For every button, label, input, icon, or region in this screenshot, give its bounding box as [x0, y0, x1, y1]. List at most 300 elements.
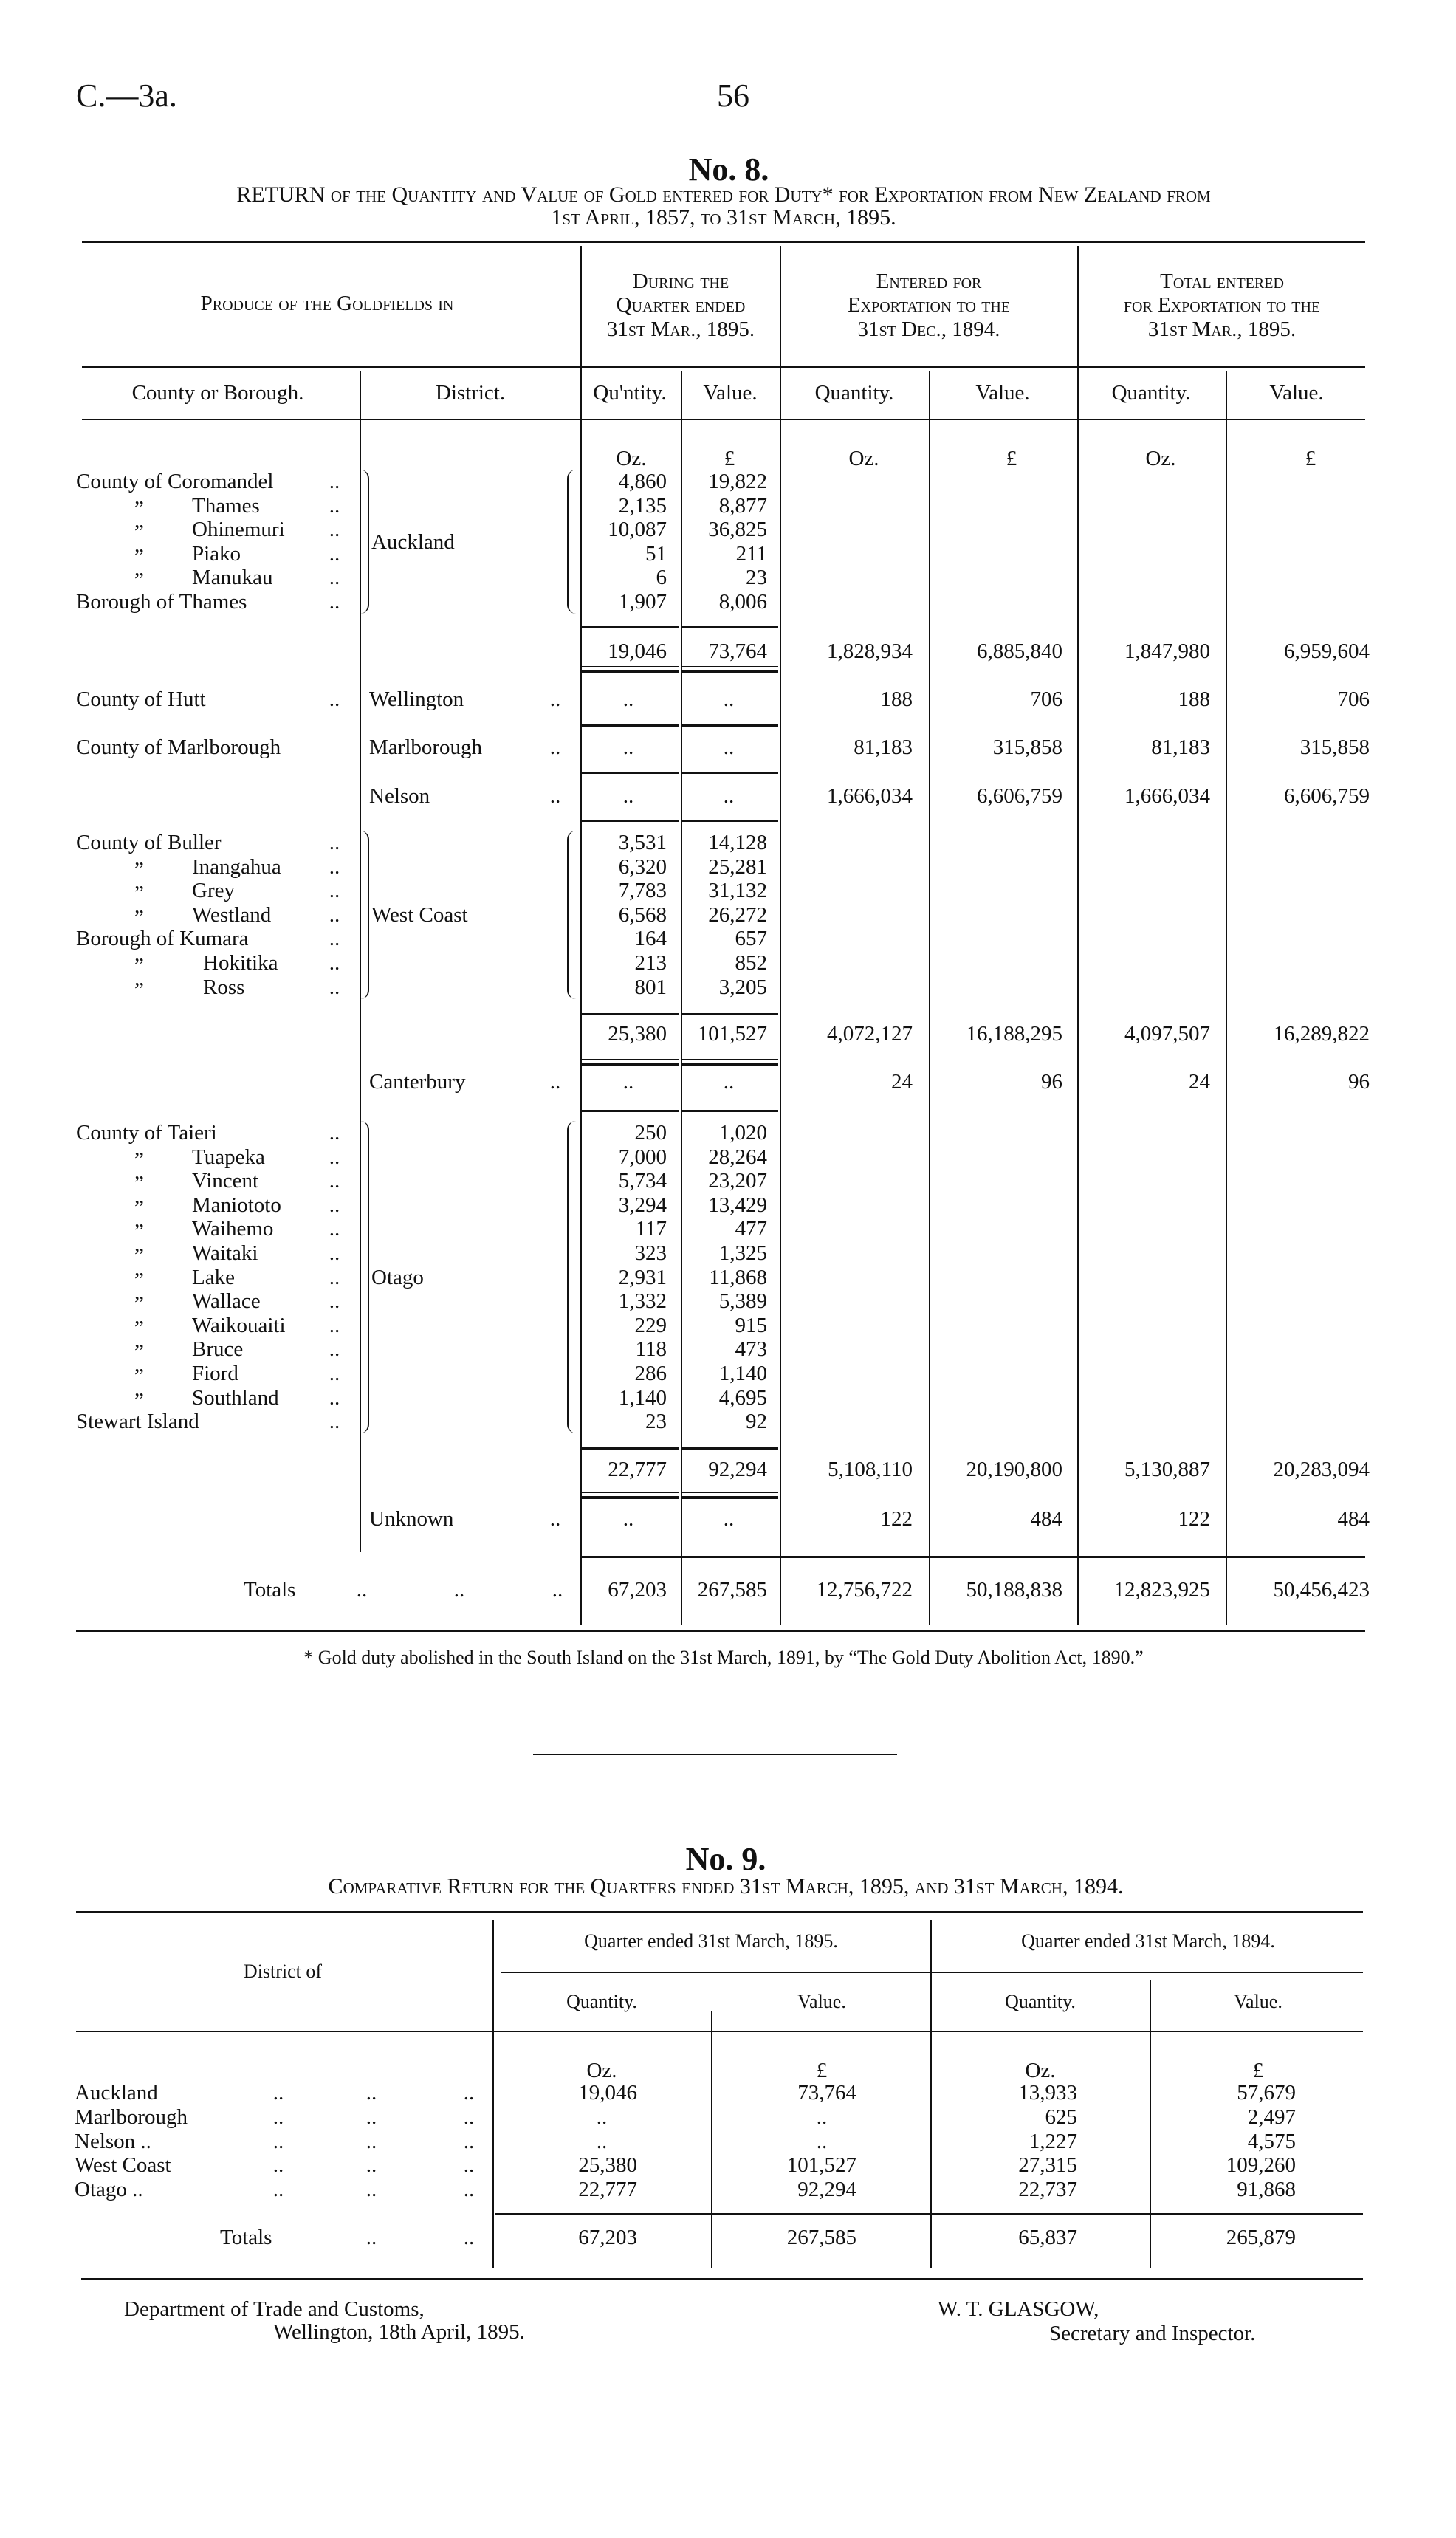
column-header: County or Borough.: [131, 381, 304, 405]
unit-label: Oz.: [848, 447, 879, 470]
quarter-value: ..: [723, 735, 735, 759]
rule: [501, 1972, 1363, 1973]
rule: [682, 1013, 778, 1015]
quarter-value: 19,822: [708, 470, 767, 493]
quarter-value: 915: [735, 1313, 767, 1337]
period-header: Quarter ended 31st March, 1895.: [584, 1930, 838, 1952]
table8-header-rule: [82, 366, 1365, 368]
cell-value: 109,260: [1226, 2153, 1296, 2177]
cell-value: 101,527: [786, 2153, 856, 2177]
district-name: Canterbury: [369, 1070, 466, 1094]
leader-dots: ..: [329, 1169, 340, 1193]
cell-value: ..: [816, 2105, 828, 2129]
quarter-quantity: 6: [656, 566, 667, 590]
quarter-value: 4,695: [718, 1385, 767, 1410]
column-divider: [711, 2011, 712, 2268]
ditto-mark: ”: [134, 544, 144, 569]
leader-dots: ..: [329, 831, 340, 854]
double-rule: [682, 1059, 778, 1060]
quarter-quantity: 7,000: [618, 1145, 667, 1169]
leader-dots: ..: [549, 735, 561, 759]
cumulative-value: 188: [1178, 687, 1210, 711]
quarter-value: 211: [735, 541, 767, 566]
double-rule: [682, 666, 778, 667]
subtotal-value: 25,380: [608, 1022, 667, 1046]
subtotal-value: 20,283,094: [1273, 1458, 1370, 1481]
leader-dots: ..: [549, 784, 561, 808]
county-name: Southland: [192, 1385, 279, 1410]
cumulative-value: 315,858: [992, 735, 1062, 759]
subtotal-value: 16,188,295: [966, 1022, 1062, 1046]
leader-dots: ..: [329, 1241, 340, 1265]
double-rule: [682, 670, 778, 673]
leader-dots: ..: [552, 1578, 563, 1602]
quarter-quantity: 213: [634, 951, 667, 975]
county-name: Waihemo: [192, 1217, 274, 1241]
quarter-value: 14,128: [708, 831, 767, 854]
leader-dots: ..: [329, 1265, 340, 1289]
quarter-value: 28,264: [708, 1145, 767, 1169]
leader-dots: ..: [272, 2130, 284, 2153]
total-header-line: Total entered: [1160, 270, 1284, 293]
leader-dots: ..: [453, 1578, 465, 1602]
rule: [582, 1556, 1365, 1558]
cell-value: ..: [596, 2105, 608, 2129]
cell-value: ..: [596, 2130, 608, 2153]
county-name: County of Marlborough: [76, 735, 281, 759]
county-name: Manukau: [192, 566, 273, 590]
cumulative-value: 484: [1030, 1507, 1062, 1531]
county-name: Fiord: [192, 1362, 238, 1385]
cumulative-value: 81,183: [1151, 735, 1210, 759]
cumulative-value: 188: [880, 687, 913, 711]
quarter-value: ..: [723, 1507, 735, 1531]
quarter-value: 1,020: [718, 1121, 767, 1145]
cell-value: 19,046: [578, 2081, 637, 2105]
cell-value: 57,679: [1237, 2081, 1296, 2105]
county-name: Hokitika: [203, 951, 278, 975]
double-rule: [582, 666, 679, 667]
brace-icon: [567, 831, 576, 999]
quarter-quantity: 6,320: [618, 854, 667, 879]
column-header: Quantity.: [1005, 1991, 1076, 2012]
signatory-name: W. T. GLASGOW,: [938, 2297, 1099, 2321]
ditto-mark: ”: [134, 1196, 144, 1220]
quarter-quantity: 2,135: [618, 493, 667, 518]
rule: [76, 2031, 1363, 2032]
quarter-quantity: 323: [634, 1241, 667, 1265]
county-name: Ohinemuri: [192, 518, 285, 542]
leader-dots: ..: [463, 2153, 475, 2177]
district-name: Marlborough: [369, 735, 483, 759]
leader-dots: ..: [329, 1385, 340, 1410]
leader-dots: ..: [329, 1217, 340, 1241]
rule: [582, 1447, 679, 1450]
cell-value: ..: [816, 2130, 828, 2153]
county-name: Waikouaiti: [192, 1313, 286, 1337]
brace-icon: [360, 831, 369, 999]
total-header-line: for Exportation to the: [1123, 293, 1321, 317]
leader-dots: ..: [272, 2153, 284, 2177]
quarter-quantity: 250: [634, 1121, 667, 1145]
column-divider: [1077, 246, 1079, 1625]
column-divider: [930, 1920, 932, 2268]
county-name: County of Hutt: [76, 687, 206, 711]
leader-dots: ..: [463, 2226, 475, 2249]
leader-dots: ..: [365, 2178, 377, 2201]
cumulative-value: 706: [1337, 687, 1370, 711]
subtotal-value: 1,847,980: [1124, 639, 1210, 663]
totals-value: 65,837: [1018, 2226, 1077, 2249]
column-header: Value.: [975, 381, 1030, 405]
ditto-mark: ”: [134, 569, 144, 593]
totals-value: 50,456,423: [1273, 1578, 1370, 1602]
column-divider: [580, 246, 582, 1625]
cell-value: 27,315: [1018, 2153, 1077, 2177]
county-name: County of Buller: [76, 831, 222, 854]
unit-label: Oz.: [1025, 2059, 1056, 2082]
column-divider: [1150, 1980, 1151, 2268]
cumulative-value: 484: [1337, 1507, 1370, 1531]
rule: [582, 626, 679, 628]
county-name: Ross: [203, 975, 245, 999]
quarter-value: 657: [735, 927, 767, 951]
cell-value: 2,497: [1247, 2105, 1296, 2129]
quarter-quantity: 1,332: [618, 1289, 667, 1314]
double-rule: [582, 1063, 679, 1066]
column-header: Value.: [703, 381, 758, 405]
rule: [682, 772, 778, 774]
brace-icon: [360, 470, 369, 614]
leader-dots: ..: [329, 951, 340, 975]
county-name: Vincent: [192, 1169, 259, 1193]
brace-icon: [360, 1121, 369, 1433]
leader-dots: ..: [329, 1362, 340, 1385]
table9-top-rule: [76, 1911, 1363, 1913]
rule: [582, 772, 679, 774]
quarter-quantity: ..: [622, 735, 634, 759]
district-name: Wellington: [369, 687, 464, 711]
quarter-value: ..: [723, 687, 735, 711]
totals-value: 265,879: [1226, 2226, 1296, 2249]
ditto-mark: ”: [134, 1244, 144, 1268]
quarter-quantity: 5,734: [618, 1169, 667, 1193]
quarter-value: 1,325: [718, 1241, 767, 1265]
county-name: County of Taieri: [76, 1121, 217, 1145]
county-name: Grey: [192, 879, 235, 903]
district-name: Unknown: [369, 1507, 454, 1531]
subtotal-value: 22,777: [608, 1458, 667, 1481]
leader-dots: ..: [329, 590, 340, 614]
district-name: West Coast: [371, 902, 468, 927]
district-name: Nelson ..: [75, 2130, 151, 2153]
leader-dots: ..: [463, 2178, 475, 2201]
column-header: Quantity.: [814, 381, 894, 405]
unit-label: £: [1252, 2059, 1264, 2082]
column-header: Quantity.: [1111, 381, 1191, 405]
quarter-quantity: 164: [634, 927, 667, 951]
rule: [582, 1110, 679, 1112]
quarter-value: 31,132: [708, 879, 767, 903]
quarter-value: 8,877: [718, 493, 767, 518]
leader-dots: ..: [272, 2081, 284, 2105]
totals-label: Totals: [220, 2226, 272, 2249]
quarter-quantity: 3,531: [618, 831, 667, 854]
county-name: Lake: [192, 1265, 235, 1289]
cumulative-value: 1,666,034: [1124, 784, 1210, 808]
quarter-value: 23,207: [708, 1169, 767, 1193]
rule: [682, 724, 778, 727]
quarter-value: 473: [735, 1337, 767, 1362]
unit-label: £: [1006, 447, 1017, 470]
cumulative-value: 96: [1348, 1070, 1370, 1094]
quarter-value: 5,389: [718, 1289, 767, 1314]
rule: [582, 820, 679, 822]
entered-header-line: 31st Dec., 1894.: [857, 318, 1000, 341]
page-number: 56: [717, 78, 749, 114]
subtotal-value: 73,764: [708, 639, 767, 663]
district-name: Otago ..: [75, 2178, 143, 2201]
quarter-quantity: 6,568: [618, 902, 667, 927]
double-rule: [682, 1492, 778, 1493]
column-divider: [929, 371, 930, 1625]
leader-dots: ..: [329, 470, 340, 493]
county-name: Westland: [192, 902, 272, 927]
ditto-mark: ”: [134, 978, 144, 1002]
double-rule: [582, 1492, 679, 1493]
quarter-value: 8,006: [718, 590, 767, 614]
totals-value: 12,756,722: [816, 1578, 913, 1602]
ditto-mark: ”: [134, 1220, 144, 1244]
leader-dots: ..: [365, 2130, 377, 2153]
county-name: Maniototo: [192, 1193, 281, 1217]
cumulative-value: 1,666,034: [827, 784, 913, 808]
ditto-mark: ”: [134, 1268, 144, 1292]
quarter-quantity: 801: [634, 975, 667, 999]
period-header: Quarter ended 31st March, 1894.: [1021, 1930, 1275, 1952]
table9-title: Comparative Return for the Quarters ended 31st March, 1895, and 31st March, 1894.: [328, 1874, 1124, 1899]
leader-dots: ..: [549, 1507, 561, 1531]
produce-header: Produce of the Goldfields in: [200, 292, 454, 315]
ditto-mark: ”: [134, 1365, 144, 1388]
totals-value: 67,203: [608, 1578, 667, 1602]
quarter-quantity: 10,087: [608, 518, 667, 542]
brace-icon: [567, 470, 576, 614]
subtotal-value: 101,527: [697, 1022, 767, 1046]
quarter-quantity: 117: [635, 1217, 667, 1241]
quarter-value: ..: [723, 784, 735, 808]
cell-value: 22,737: [1018, 2178, 1077, 2201]
quarter-quantity: 1,907: [618, 590, 667, 614]
quarter-quantity: 2,931: [618, 1265, 667, 1289]
quarter-quantity: ..: [622, 687, 634, 711]
ditto-mark: ”: [134, 1388, 144, 1413]
column-header: Quantity.: [566, 1991, 637, 2012]
quarter-quantity: 1,140: [618, 1385, 667, 1410]
totals-value: 267,585: [697, 1578, 767, 1602]
rule: [682, 1447, 778, 1450]
unit-label: Oz.: [586, 2059, 617, 2082]
cell-value: 25,380: [578, 2153, 637, 2177]
place-date: Wellington, 18th April, 1895.: [273, 2320, 525, 2344]
district-name: Marlborough: [75, 2105, 188, 2129]
table9-number: No. 9.: [685, 1841, 766, 1877]
during-header-line: Quarter ended: [616, 293, 746, 317]
section-separator: [533, 1754, 897, 1755]
totals-label: Totals: [244, 1578, 296, 1602]
ditto-mark: ”: [134, 857, 144, 882]
cell-value: 1,227: [1029, 2130, 1077, 2153]
subtotal-value: 16,289,822: [1273, 1022, 1370, 1046]
column-header: Value.: [1234, 1991, 1282, 2012]
subtotal-value: 1,828,934: [827, 639, 913, 663]
county-name: Wallace: [192, 1289, 261, 1314]
entered-header-line: Exportation to the: [847, 293, 1011, 317]
entered-header-line: Entered for: [876, 270, 982, 293]
cumulative-value: 122: [880, 1507, 913, 1531]
leader-dots: ..: [329, 518, 340, 542]
cell-value: 4,575: [1247, 2130, 1296, 2153]
subtotal-value: 6,885,840: [977, 639, 1062, 663]
cell-value: 91,868: [1237, 2178, 1296, 2201]
quarter-quantity: 4,860: [618, 470, 667, 493]
totals-value: 267,585: [786, 2226, 856, 2249]
cumulative-value: 6,606,759: [977, 784, 1062, 808]
quarter-quantity: 23: [645, 1410, 667, 1434]
leader-dots: ..: [329, 975, 340, 999]
double-rule: [582, 670, 679, 673]
leader-dots: ..: [329, 879, 340, 903]
ditto-mark: ”: [134, 1292, 144, 1317]
county-name: Borough of Thames: [76, 590, 247, 614]
leader-dots: ..: [329, 1337, 340, 1362]
county-name: Waitaki: [192, 1241, 258, 1265]
ditto-mark: ”: [134, 1148, 144, 1172]
ditto-mark: ”: [134, 521, 144, 545]
column-divider: [1226, 371, 1227, 1625]
quarter-value: ..: [723, 1070, 735, 1094]
quarter-quantity: 286: [634, 1362, 667, 1385]
table8-number: No. 8.: [688, 151, 769, 188]
brace-icon: [567, 1121, 576, 1433]
quarter-quantity: 7,783: [618, 879, 667, 903]
double-rule: [582, 1496, 679, 1499]
signatory-title: Secretary and Inspector.: [1049, 2322, 1256, 2345]
cumulative-value: 24: [1189, 1070, 1210, 1094]
quarter-value: 92: [746, 1410, 767, 1434]
rule: [682, 1110, 778, 1112]
quarter-value: 3,205: [718, 975, 767, 999]
document-code: C.—3a.: [76, 78, 177, 114]
table9-bottom-rule: [81, 2278, 1363, 2280]
cell-value: 13,933: [1018, 2081, 1077, 2105]
ditto-mark: ”: [134, 882, 144, 906]
leader-dots: ..: [329, 902, 340, 927]
department: Department of Trade and Customs,: [124, 2297, 425, 2321]
double-rule: [582, 1059, 679, 1060]
leader-dots: ..: [463, 2105, 475, 2129]
totals-value: 67,203: [578, 2226, 637, 2249]
unit-label: Oz.: [1145, 447, 1176, 470]
subtotal-value: 5,108,110: [828, 1458, 913, 1481]
quarter-quantity: 118: [635, 1337, 667, 1362]
quarter-quantity: 51: [645, 541, 667, 566]
rule: [495, 2213, 1363, 2215]
cumulative-value: 24: [891, 1070, 913, 1094]
leader-dots: ..: [329, 854, 340, 879]
ditto-mark: ”: [134, 1172, 144, 1196]
total-header-line: 31st Mar., 1895.: [1147, 318, 1297, 341]
subtotal-value: 6,959,604: [1284, 639, 1370, 663]
county-name: Thames: [192, 493, 260, 518]
county-name: County of Coromandel: [76, 470, 274, 493]
rule: [582, 1013, 679, 1015]
subtotal-value: 19,046: [608, 639, 667, 663]
quarter-value: 26,272: [708, 902, 767, 927]
quarter-value: 13,429: [708, 1193, 767, 1217]
quarter-value: 11,868: [709, 1265, 767, 1289]
county-name: Borough of Kumara: [76, 927, 249, 951]
ditto-mark: ”: [134, 496, 144, 521]
district-name: Auckland: [371, 529, 455, 554]
footnote: * Gold duty abolished in the South Island on the 31st March, 1891, by “The Gold Duty Abolition Act, 1890.”: [303, 1647, 1144, 1668]
leader-dots: ..: [329, 541, 340, 566]
cumulative-value: 96: [1041, 1070, 1062, 1094]
leader-dots: ..: [329, 1313, 340, 1337]
leader-dots: ..: [329, 1193, 340, 1217]
leader-dots: ..: [365, 2081, 377, 2105]
table8-title-line1: RETURN of the Quantity and Value of Gold entered for Duty* for Exportation from New Zealand from: [236, 182, 1211, 207]
district-name: Auckland: [75, 2081, 158, 2105]
table8-bottom-rule: [76, 1630, 1365, 1632]
county-name: Inangahua: [192, 854, 281, 879]
table8-subheader-rule: [82, 419, 1365, 420]
subtotal-value: 5,130,887: [1124, 1458, 1210, 1481]
county-name: Tuapeka: [192, 1145, 265, 1169]
quarter-quantity: 3,294: [618, 1193, 667, 1217]
cell-value: 22,777: [578, 2178, 637, 2201]
district-name: Otago: [371, 1265, 424, 1289]
column-header: Qu'ntity.: [593, 381, 667, 405]
cumulative-value: 6,606,759: [1284, 784, 1370, 808]
cell-value: 625: [1045, 2105, 1077, 2129]
cumulative-value: 122: [1178, 1507, 1210, 1531]
quarter-value: 23: [746, 566, 767, 590]
ditto-mark: ”: [134, 1316, 144, 1340]
leader-dots: ..: [272, 2178, 284, 2201]
county-name: Piako: [192, 541, 241, 566]
leader-dots: ..: [329, 1145, 340, 1169]
district-name: Nelson: [369, 784, 430, 808]
leader-dots: ..: [329, 1410, 340, 1434]
county-name: Bruce: [192, 1337, 244, 1362]
subtotal-value: 4,072,127: [827, 1022, 913, 1046]
quarter-quantity: ..: [622, 784, 634, 808]
totals-value: 50,188,838: [966, 1578, 1062, 1602]
totals-value: 12,823,925: [1113, 1578, 1210, 1602]
district-header: District of: [243, 1961, 323, 1982]
column-header: Value.: [1269, 381, 1324, 405]
leader-dots: ..: [549, 1070, 561, 1094]
district-name: West Coast: [75, 2153, 171, 2177]
quarter-value: 852: [735, 951, 767, 975]
ditto-mark: ”: [134, 1340, 144, 1365]
unit-label: £: [816, 2059, 828, 2082]
leader-dots: ..: [272, 2105, 284, 2129]
leader-dots: ..: [356, 1578, 368, 1602]
column-divider: [492, 1920, 494, 2268]
leader-dots: ..: [329, 927, 340, 951]
